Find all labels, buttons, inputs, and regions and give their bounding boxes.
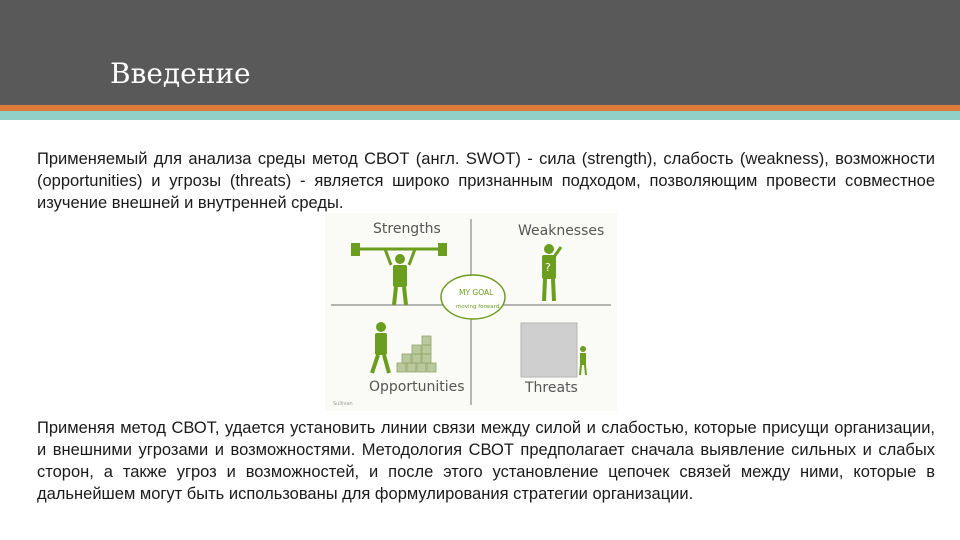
goal-circle	[441, 275, 505, 319]
image-credit: Sullivan	[333, 401, 353, 407]
swot-illustration	[325, 213, 617, 411]
goal-subtext: moving forward	[456, 304, 500, 310]
goal-text: MY GOAL	[459, 288, 494, 297]
opportunities-stacked-boxes	[397, 336, 436, 372]
slide-header	[0, 0, 960, 105]
slide-title: Введение	[110, 57, 251, 90]
weaknesses-confused-person-icon	[542, 244, 561, 301]
threats-small-person-icon	[580, 346, 586, 375]
opportunities-walking-person-icon	[372, 322, 389, 373]
svg-text:?: ?	[545, 261, 551, 274]
intro-paragraph: Применяемый для анализа среды метод СВОТ (англ. SWOT) - сила (strength), слабость (weakness), возможности (opportunities) и угрозы (threats) - является широко признанным подходом, позволяющим провести совместное изучение внешней и внутренней среды.	[37, 150, 935, 212]
label-weaknesses: Weaknesses	[518, 223, 605, 239]
strengths-weightlifter-icon	[351, 243, 447, 305]
threats-wall	[521, 323, 577, 377]
method-paragraph: Применяя метод СВОТ, удается установить линии связи между силой и слабостью, которые присущи организации, и внешними угрозами и возможностями. Методология СВОТ предполагает сначала выявление сильных и слабых сторон, а также угроз и возможностей, и после этого установление цепочек связей между ними, которые в дальнейшем могут быть использованы для формулирования стратегии организации.	[37, 419, 935, 503]
label-opportunities: Opportunities	[369, 379, 465, 395]
label-strengths: Strengths	[373, 221, 441, 237]
swot-illustration-svg	[325, 213, 617, 411]
label-threats: Threats	[525, 380, 578, 396]
header-accent-teal	[0, 111, 960, 120]
